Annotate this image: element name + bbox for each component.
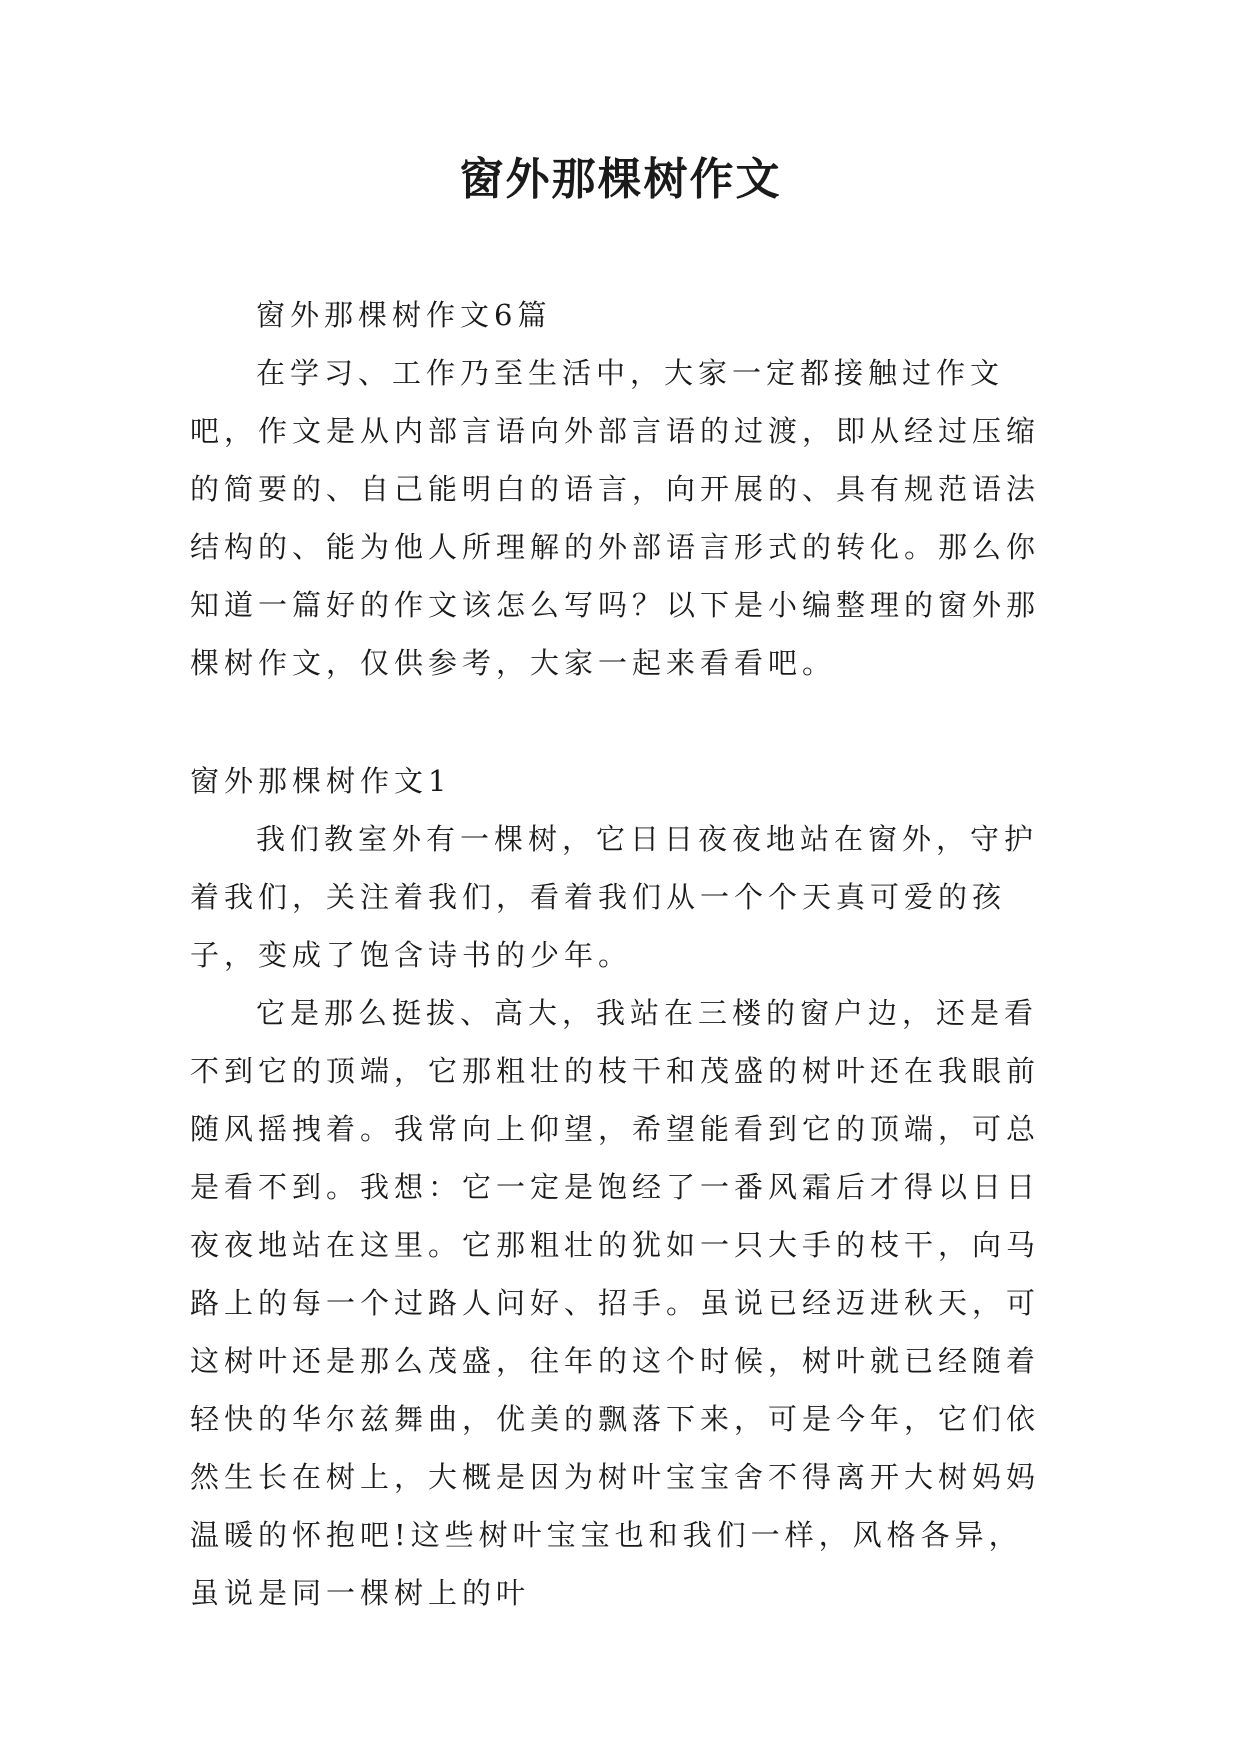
document-title: 窗外那棵树作文 — [459, 154, 782, 205]
section-paragraph: 我们教室外有一棵树，它日日夜夜地站在窗外，守护着我们，关注着我们，看着我们从一个个天真可爱的孩子，变成了饱含诗书的少年。 — [190, 822, 1039, 972]
section-1 — [190, 752, 1052, 1622]
section-paragraph: 它是那么挺拔、高大，我站在三楼的窗户边，还是看不到它的顶端，它那粗壮的枝干和茂盛的树叶还在我眼前随风摇拽着。我常向上仰望，希望能看到它的顶端，可总是看不到。我想：它一定是饱经了一番风霜后才得以日日夜夜地站在这里。它那粗壮的犹如一只大手的枝干，向马路上的每一个过路人问好、招手。虽说已经迈进秋天，可这树叶还是那么茂盛，往年的这个时候，树叶就已经随着轻快的华尔兹舞曲，优美的飘落下来，可是今年，它们依然生长在树上，大概是因为树叶宝宝舍不得离开大树妈妈温暖的怀抱吧!这些树叶宝宝也和我们一样，风格各异，虽说是同一棵树上的叶 — [190, 996, 1041, 1610]
document-subtitle: 窗外那棵树作文6篇 — [256, 298, 552, 332]
intro-block — [190, 286, 1052, 692]
section-heading: 窗外那棵树作文1 — [190, 764, 452, 798]
intro-paragraph: 在学习、工作乃至生活中，大家一定都接触过作文吧，作文是从内部言语向外部言语的过渡，即从经过压缩的简要的、自己能明白的语言，向开展的、具有规范语法结构的、能为他人所理解的外部语言形式的转化。那么你知道一篇好的作文该怎么写吗？以下是小编整理的窗外那棵树作文，仅供参考，大家一起来看看吧。 — [190, 356, 1041, 680]
